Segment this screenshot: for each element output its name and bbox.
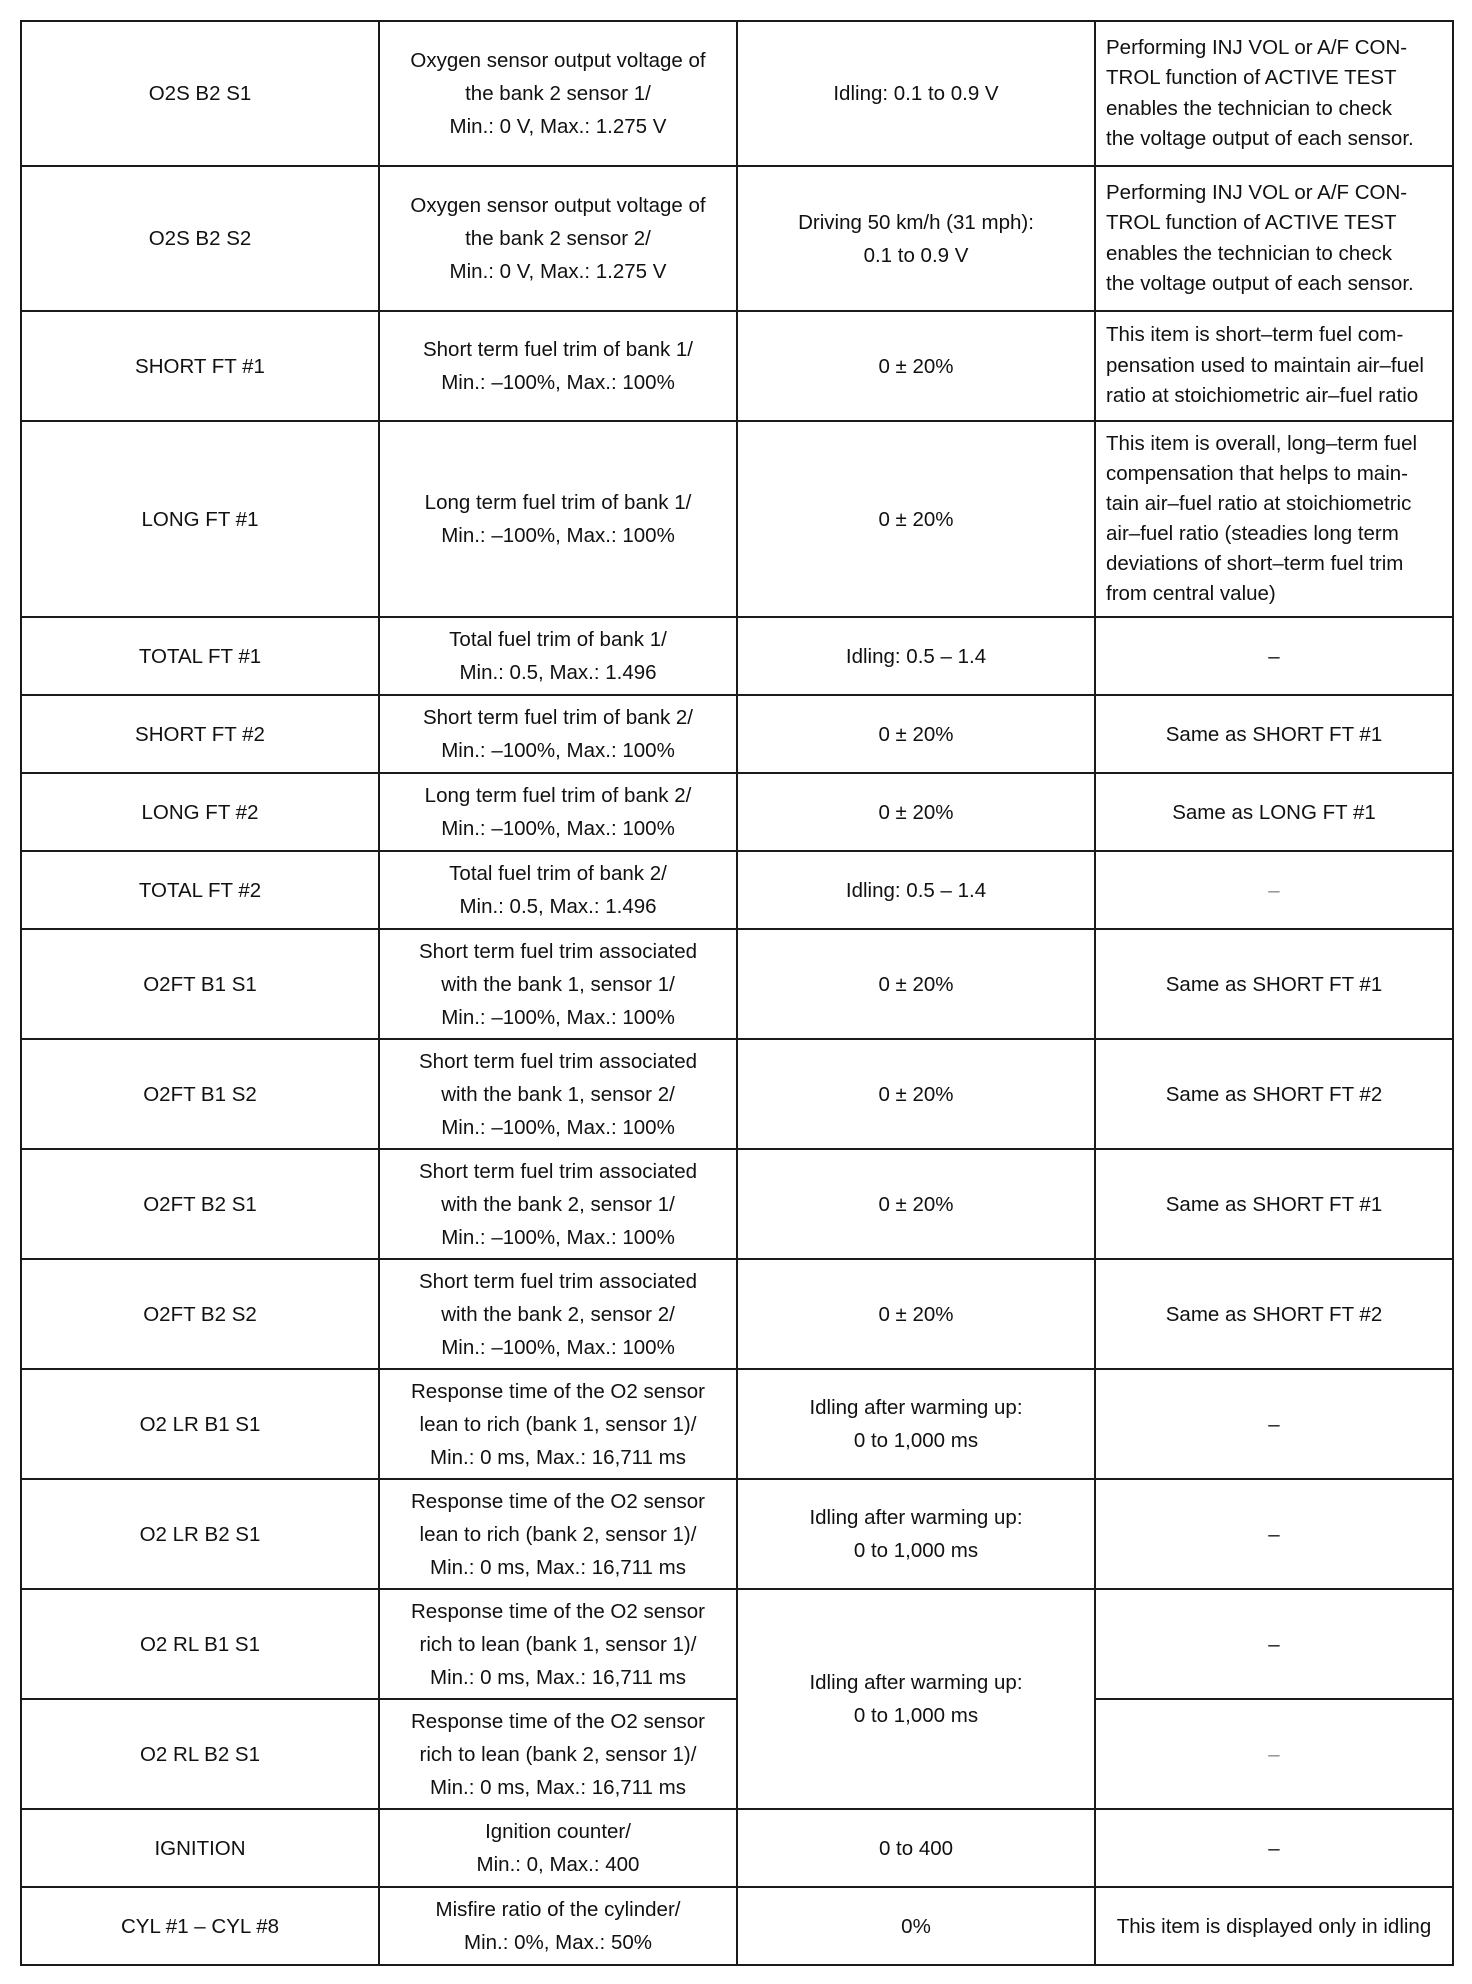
table-row: [21, 1149, 1453, 1259]
item-cell: TOTAL FT #2: [21, 851, 379, 929]
diagnostic-note-cell: Same as SHORT FT #1: [1095, 695, 1453, 773]
diagnostic-note-cell: –: [1095, 617, 1453, 695]
item-cell: O2S B2 S1: [21, 21, 379, 166]
table-row: [21, 929, 1453, 1039]
table-row: [21, 1589, 1453, 1699]
description-cell: Long term fuel trim of bank 1/ Min.: –100%, Max.: 100%: [379, 421, 737, 617]
diagnostic-note-cell: –: [1095, 1369, 1453, 1479]
diagnostic-note-cell: –: [1095, 851, 1453, 929]
description-cell: Oxygen sensor output voltage of the bank 2 sensor 2/ Min.: 0 V, Max.: 1.275 V: [379, 166, 737, 311]
item-cell: O2S B2 S2: [21, 166, 379, 311]
description-cell: Ignition counter/ Min.: 0, Max.: 400: [379, 1809, 737, 1887]
normal-condition-cell: 0 ± 20%: [737, 1149, 1095, 1259]
description-cell: Total fuel trim of bank 1/ Min.: 0.5, Max.: 1.496: [379, 617, 737, 695]
item-cell: LONG FT #2: [21, 773, 379, 851]
diagnostic-note-cell: Performing INJ VOL or A/F CON- TROL function of ACTIVE TEST enables the technician to check the voltage output of each sensor.: [1095, 21, 1453, 166]
diagnostic-note-cell: This item is overall, long–term fuel compensation that helps to main- tain air–fuel ratio at stoichiometric air–fuel ratio (steadies long term deviations of short–term fuel trim from central value): [1095, 421, 1453, 617]
normal-condition-cell: 0 ± 20%: [737, 1259, 1095, 1369]
normal-condition-cell: 0 ± 20%: [737, 1039, 1095, 1149]
description-cell: Short term fuel trim associated with the bank 2, sensor 2/ Min.: –100%, Max.: 100%: [379, 1259, 737, 1369]
description-cell: Oxygen sensor output voltage of the bank 2 sensor 1/ Min.: 0 V, Max.: 1.275 V: [379, 21, 737, 166]
normal-condition-cell: 0 ± 20%: [737, 311, 1095, 421]
item-cell: LONG FT #1: [21, 421, 379, 617]
normal-condition-cell: Idling after warming up: 0 to 1,000 ms: [737, 1589, 1095, 1809]
description-cell: Response time of the O2 sensor lean to rich (bank 2, sensor 1)/ Min.: 0 ms, Max.: 16,711 ms: [379, 1479, 737, 1589]
normal-condition-cell: Idling after warming up: 0 to 1,000 ms: [737, 1369, 1095, 1479]
item-cell: CYL #1 – CYL #8: [21, 1887, 379, 1965]
table-row: [21, 851, 1453, 929]
description-cell: Short term fuel trim associated with the bank 1, sensor 2/ Min.: –100%, Max.: 100%: [379, 1039, 737, 1149]
description-cell: Response time of the O2 sensor lean to rich (bank 1, sensor 1)/ Min.: 0 ms, Max.: 16,711 ms: [379, 1369, 737, 1479]
diagnostic-note-cell: Same as SHORT FT #1: [1095, 929, 1453, 1039]
table-row: [21, 1809, 1453, 1887]
table-row: [21, 166, 1453, 311]
diagnostic-note-cell: Same as SHORT FT #1: [1095, 1149, 1453, 1259]
table-row: [21, 1479, 1453, 1589]
item-cell: O2 RL B2 S1: [21, 1699, 379, 1809]
table-row: [21, 1039, 1453, 1149]
item-cell: O2FT B1 S2: [21, 1039, 379, 1149]
normal-condition-cell: Idling: 0.5 – 1.4: [737, 851, 1095, 929]
description-cell: Short term fuel trim of bank 1/ Min.: –100%, Max.: 100%: [379, 311, 737, 421]
description-cell: Response time of the O2 sensor rich to lean (bank 1, sensor 1)/ Min.: 0 ms, Max.: 16,711 ms: [379, 1589, 737, 1699]
item-cell: O2 LR B1 S1: [21, 1369, 379, 1479]
item-cell: O2 RL B1 S1: [21, 1589, 379, 1699]
normal-condition-cell: 0 ± 20%: [737, 421, 1095, 617]
description-cell: Short term fuel trim of bank 2/ Min.: –100%, Max.: 100%: [379, 695, 737, 773]
diagnostic-note-cell: Same as SHORT FT #2: [1095, 1039, 1453, 1149]
diagnostic-note-cell: –: [1095, 1589, 1453, 1699]
description-cell: Short term fuel trim associated with the bank 2, sensor 1/ Min.: –100%, Max.: 100%: [379, 1149, 737, 1259]
item-cell: SHORT FT #2: [21, 695, 379, 773]
diagnostic-note-cell: Performing INJ VOL or A/F CON- TROL function of ACTIVE TEST enables the technician to check the voltage output of each sensor.: [1095, 166, 1453, 311]
diagnostic-note-cell: –: [1095, 1809, 1453, 1887]
diagnostic-note-cell: –: [1095, 1699, 1453, 1809]
table-row: [21, 695, 1453, 773]
table-row: [21, 1369, 1453, 1479]
item-cell: TOTAL FT #1: [21, 617, 379, 695]
item-cell: O2FT B1 S1: [21, 929, 379, 1039]
item-cell: SHORT FT #1: [21, 311, 379, 421]
description-cell: Response time of the O2 sensor rich to lean (bank 2, sensor 1)/ Min.: 0 ms, Max.: 16,711 ms: [379, 1699, 737, 1809]
normal-condition-cell: Driving 50 km/h (31 mph): 0.1 to 0.9 V: [737, 166, 1095, 311]
normal-condition-cell: Idling after warming up: 0 to 1,000 ms: [737, 1479, 1095, 1589]
table-row: [21, 1887, 1453, 1965]
diagnostic-note-cell: This item is short–term fuel com- pensation used to maintain air–fuel ratio at stoichiometric air–fuel ratio: [1095, 311, 1453, 421]
normal-condition-cell: 0 ± 20%: [737, 929, 1095, 1039]
diagnostic-note-cell: This item is displayed only in idling: [1095, 1887, 1453, 1965]
description-cell: Long term fuel trim of bank 2/ Min.: –100%, Max.: 100%: [379, 773, 737, 851]
table-row: [21, 421, 1453, 617]
diagnostic-note-cell: Same as SHORT FT #2: [1095, 1259, 1453, 1369]
normal-condition-cell: Idling: 0.1 to 0.9 V: [737, 21, 1095, 166]
item-cell: O2FT B2 S2: [21, 1259, 379, 1369]
normal-condition-cell: 0 ± 20%: [737, 695, 1095, 773]
table-row: [21, 21, 1453, 166]
item-cell: IGNITION: [21, 1809, 379, 1887]
table-row: [21, 1259, 1453, 1369]
item-cell: O2 LR B2 S1: [21, 1479, 379, 1589]
diagnostic-note-cell: Same as LONG FT #1: [1095, 773, 1453, 851]
diagnostic-note-cell: –: [1095, 1479, 1453, 1589]
data-list-table: [20, 20, 1454, 1966]
table-row: [21, 617, 1453, 695]
table-row: [21, 773, 1453, 851]
item-cell: O2FT B2 S1: [21, 1149, 379, 1259]
description-cell: Short term fuel trim associated with the bank 1, sensor 1/ Min.: –100%, Max.: 100%: [379, 929, 737, 1039]
table-row: [21, 311, 1453, 421]
normal-condition-cell: 0%: [737, 1887, 1095, 1965]
normal-condition-cell: 0 to 400: [737, 1809, 1095, 1887]
normal-condition-cell: Idling: 0.5 – 1.4: [737, 617, 1095, 695]
description-cell: Total fuel trim of bank 2/ Min.: 0.5, Max.: 1.496: [379, 851, 737, 929]
description-cell: Misfire ratio of the cylinder/ Min.: 0%, Max.: 50%: [379, 1887, 737, 1965]
normal-condition-cell: 0 ± 20%: [737, 773, 1095, 851]
